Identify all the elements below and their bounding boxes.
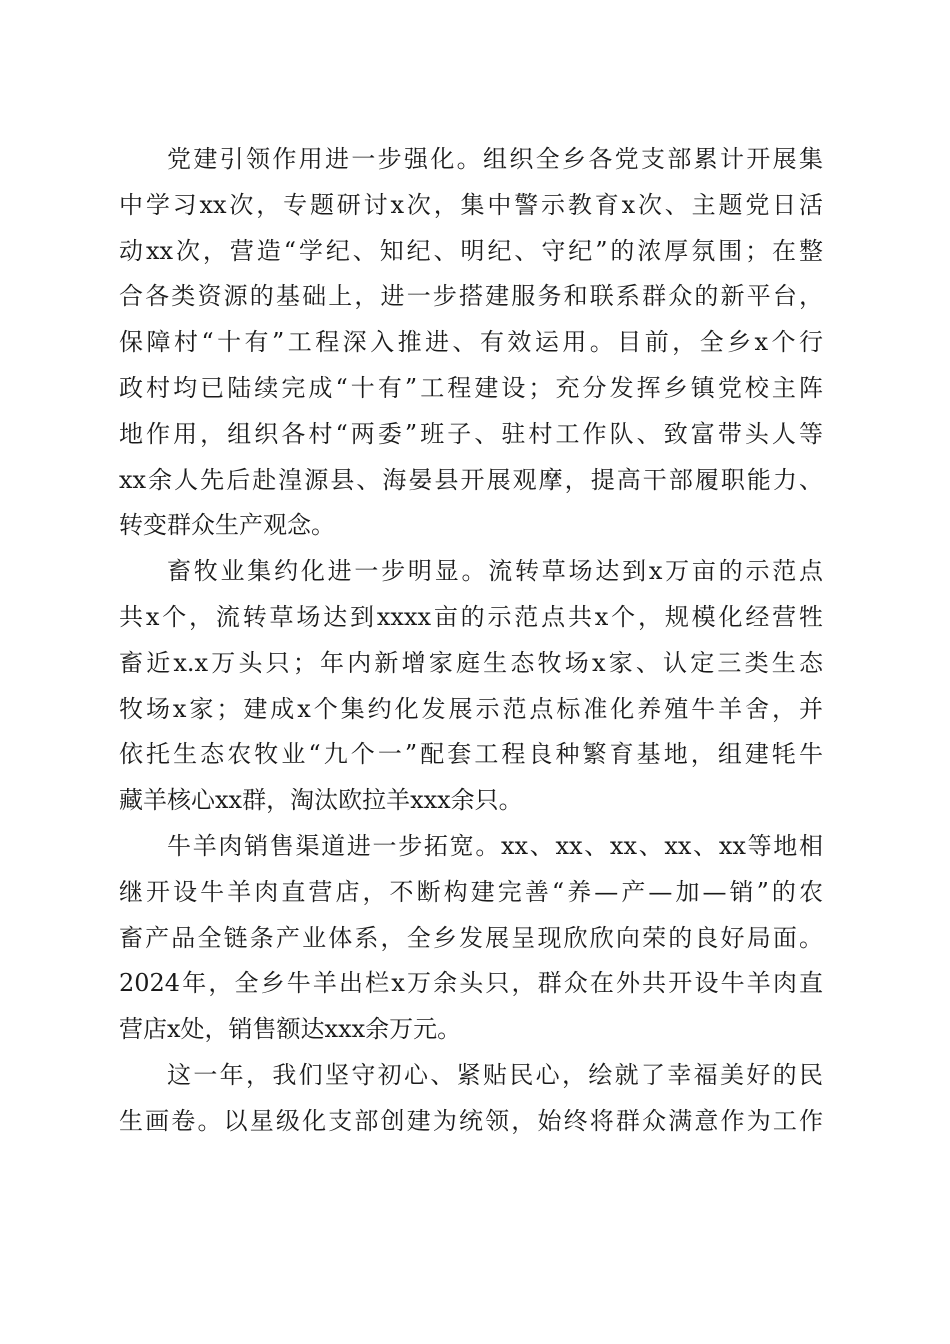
paragraph-line: 藏羊核心xx群，淘汰欧拉羊xxx余只。 <box>119 786 523 815</box>
paragraph-line: 生画卷。以星级化支部创建为统领，始终将群众满意作为工作 <box>119 1106 823 1135</box>
paragraph-livestock-intensification <box>119 549 823 824</box>
paragraph-line: 共x个，流转草场达到xxxx亩的示范点共x个，规模化经营牲 <box>119 602 823 631</box>
paragraph-line: xx余人先后赴湟源县、海晏县开展观摩，提高干部履职能力、 <box>119 465 823 494</box>
paragraph-line: 畜牧业集约化进一步明显。流转草场达到x万亩的示范点 <box>167 557 823 586</box>
paragraph-line: 中学习xx次，专题研讨x次，集中警示教育x次、主题党日活 <box>119 190 823 219</box>
paragraph-line: 保障村“十有”工程深入推进、有效运用。目前，全乡x个行 <box>119 328 823 357</box>
paragraph-line: 继开设牛羊肉直营店，不断构建完善“养—产—加—销”的农 <box>119 877 823 906</box>
paragraph-line: 地作用，组织各村“两委”班子、驻村工作队、致富带头人等 <box>119 419 823 448</box>
document-body <box>119 137 823 1145</box>
paragraph-line: 2024年，全乡牛羊出栏x万余头只，群众在外共开设牛羊肉直 <box>119 969 823 998</box>
paragraph-line: 畜产品全链条产业体系，全乡发展呈现欣欣向荣的良好局面。 <box>119 923 823 952</box>
paragraph-meat-sales <box>119 824 823 1053</box>
paragraph-line: 牛羊肉销售渠道进一步拓宽。xx、xx、xx、xx、xx等地相 <box>167 831 823 860</box>
paragraph-line: 牧场x家；建成x个集约化发展示范点标准化养殖牛羊舍，并 <box>119 694 823 723</box>
paragraph-livelihood <box>119 1053 823 1145</box>
paragraph-line: 党建引领作用进一步强化。组织全乡各党支部累计开展集 <box>167 145 823 173</box>
paragraph-line: 合各类资源的基础上，进一步搭建服务和联系群众的新平台， <box>119 282 823 311</box>
paragraph-line: 畜近x.x万头只；年内新增家庭生态牧场x家、认定三类生态 <box>119 648 823 677</box>
paragraph-line: 动xx次，营造“学纪、知纪、明纪、守纪”的浓厚氛围；在整 <box>119 236 823 265</box>
paragraph-line: 依托生态农牧业“九个一”配套工程良种繁育基地，组建牦牛 <box>119 740 823 769</box>
paragraph-party-building <box>119 137 823 549</box>
paragraph-line: 营店x处，销售额达xxx余万元。 <box>119 1015 462 1044</box>
paragraph-line: 这一年，我们坚守初心、紧贴民心，绘就了幸福美好的民 <box>167 1060 823 1089</box>
paragraph-line: 转变群众生产观念。 <box>119 511 335 540</box>
paragraph-line: 政村均已陆续完成“十有”工程建设；充分发挥乡镇党校主阵 <box>119 373 823 402</box>
